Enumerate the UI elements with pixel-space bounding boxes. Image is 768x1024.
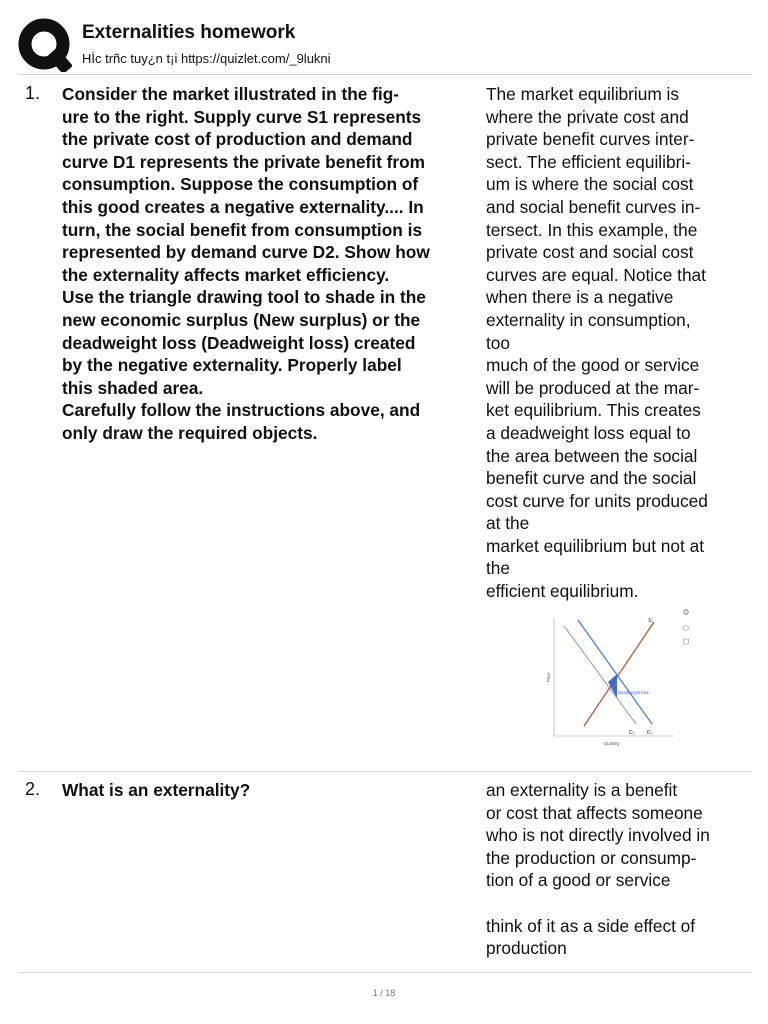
externality-figure	[540, 608, 694, 748]
document-subtitle[interactable]: Hİc trñc tuy¿n t¡i https://quizlet.com/_9lukni	[82, 51, 331, 66]
demand-curve-d1	[578, 620, 652, 724]
card-answer	[486, 83, 748, 603]
text-line: an externality is a benefit	[486, 780, 678, 800]
demand-curve-d2	[564, 626, 636, 724]
text-line: What is an externality?	[62, 780, 251, 800]
text-line: benefit curve and the social	[486, 468, 697, 489]
text-line: Consider the market illustrated in the fig-	[62, 84, 400, 104]
info-icon	[684, 639, 689, 644]
card-number: 2.	[25, 779, 41, 799]
text-line: um is where the social cost	[486, 174, 694, 195]
x-axis-label: Quantity	[604, 741, 620, 746]
text-line: Carefully follow the instructions above, and	[62, 400, 421, 421]
text-line: the private cost of production and demand	[62, 129, 413, 150]
card-question	[62, 779, 482, 802]
text-line: only draw the required objects.	[62, 422, 318, 443]
text-line: production	[486, 938, 567, 959]
text-line: curve D1 represents the private benefit from	[62, 151, 426, 172]
text-line: too	[486, 332, 511, 353]
text-line: at the	[486, 513, 530, 534]
text-line: where the private cost and	[486, 106, 689, 127]
text-line: represented by demand curve D2. Show how	[62, 242, 430, 263]
reset-icon	[684, 626, 689, 631]
text-line: new economic surplus (New surplus) or the	[62, 309, 421, 330]
text-line: private cost and social cost	[486, 242, 694, 263]
text-line: think of it as a side effect of	[486, 915, 696, 936]
card-answer	[486, 779, 748, 960]
text-line: ure to the right. Supply curve S1 represents	[62, 106, 422, 127]
text-line: sect. The efficient equilibri-	[486, 151, 691, 172]
deadweight-loss-area	[608, 674, 617, 698]
area-label: Deadweight loss	[618, 690, 649, 695]
text-line: Use the triangle drawing tool to shade in the	[62, 287, 426, 308]
quizlet-logo-icon	[18, 18, 72, 72]
text-line: efficient equilibrium.	[486, 581, 639, 602]
text-line: tion of a good or service	[486, 870, 671, 891]
text-line: market equilibrium but not at	[486, 535, 705, 556]
text-line: this shaded area.	[62, 377, 204, 398]
text-line: who is not directly involved in	[486, 825, 710, 846]
text-line: a deadweight loss equal to	[486, 422, 691, 443]
text-line: or cost that affects someone	[486, 802, 703, 823]
text-line: private benefit curves inter-	[486, 129, 695, 150]
d2-label: D₂	[629, 730, 635, 736]
text-line	[486, 892, 748, 915]
header	[0, 0, 768, 74]
y-axis-label: Price	[546, 672, 551, 682]
zoom-icon	[684, 610, 688, 614]
supply-curve-s1	[584, 622, 654, 726]
card-number: 1.	[25, 83, 41, 103]
divider	[18, 771, 752, 772]
supply-label: S₁	[648, 618, 654, 624]
text-line: the production or consump-	[486, 847, 697, 868]
text-line: curves are equal. Notice that	[486, 264, 706, 285]
text-line: ket equilibrium. This creates	[486, 400, 701, 421]
text-line: The market equilibrium is	[486, 84, 680, 104]
text-line: and social benefit curves in-	[486, 196, 701, 217]
text-line: deadweight loss (Deadweight loss) created	[62, 332, 416, 353]
divider	[18, 74, 752, 75]
d1-label: D₁	[647, 730, 653, 736]
divider	[18, 972, 752, 973]
text-line: by the negative externality. Properly label	[62, 355, 402, 376]
text-line: cost curve for units produced	[486, 490, 708, 511]
text-line: will be produced at the mar-	[486, 377, 700, 398]
page-indicator: 1 / 18	[372, 988, 396, 998]
text-line: externality in consumption,	[486, 309, 691, 330]
card-question	[62, 83, 482, 445]
text-line: the	[486, 558, 511, 579]
document-title: Externalities homework	[82, 22, 296, 43]
text-line: much of the good or service	[486, 355, 700, 376]
text-line: consumption. Suppose the consumption of	[62, 174, 419, 195]
text-line: turn, the social benefit from consumption is	[62, 219, 423, 240]
text-line: the externality affects market efficiency.	[62, 264, 390, 285]
text-line: tersect. In this example, the	[486, 219, 698, 240]
text-line: this good creates a negative externality.... In	[62, 196, 424, 217]
text-line: when there is a negative	[486, 287, 674, 308]
text-line: the area between the social	[486, 445, 698, 466]
